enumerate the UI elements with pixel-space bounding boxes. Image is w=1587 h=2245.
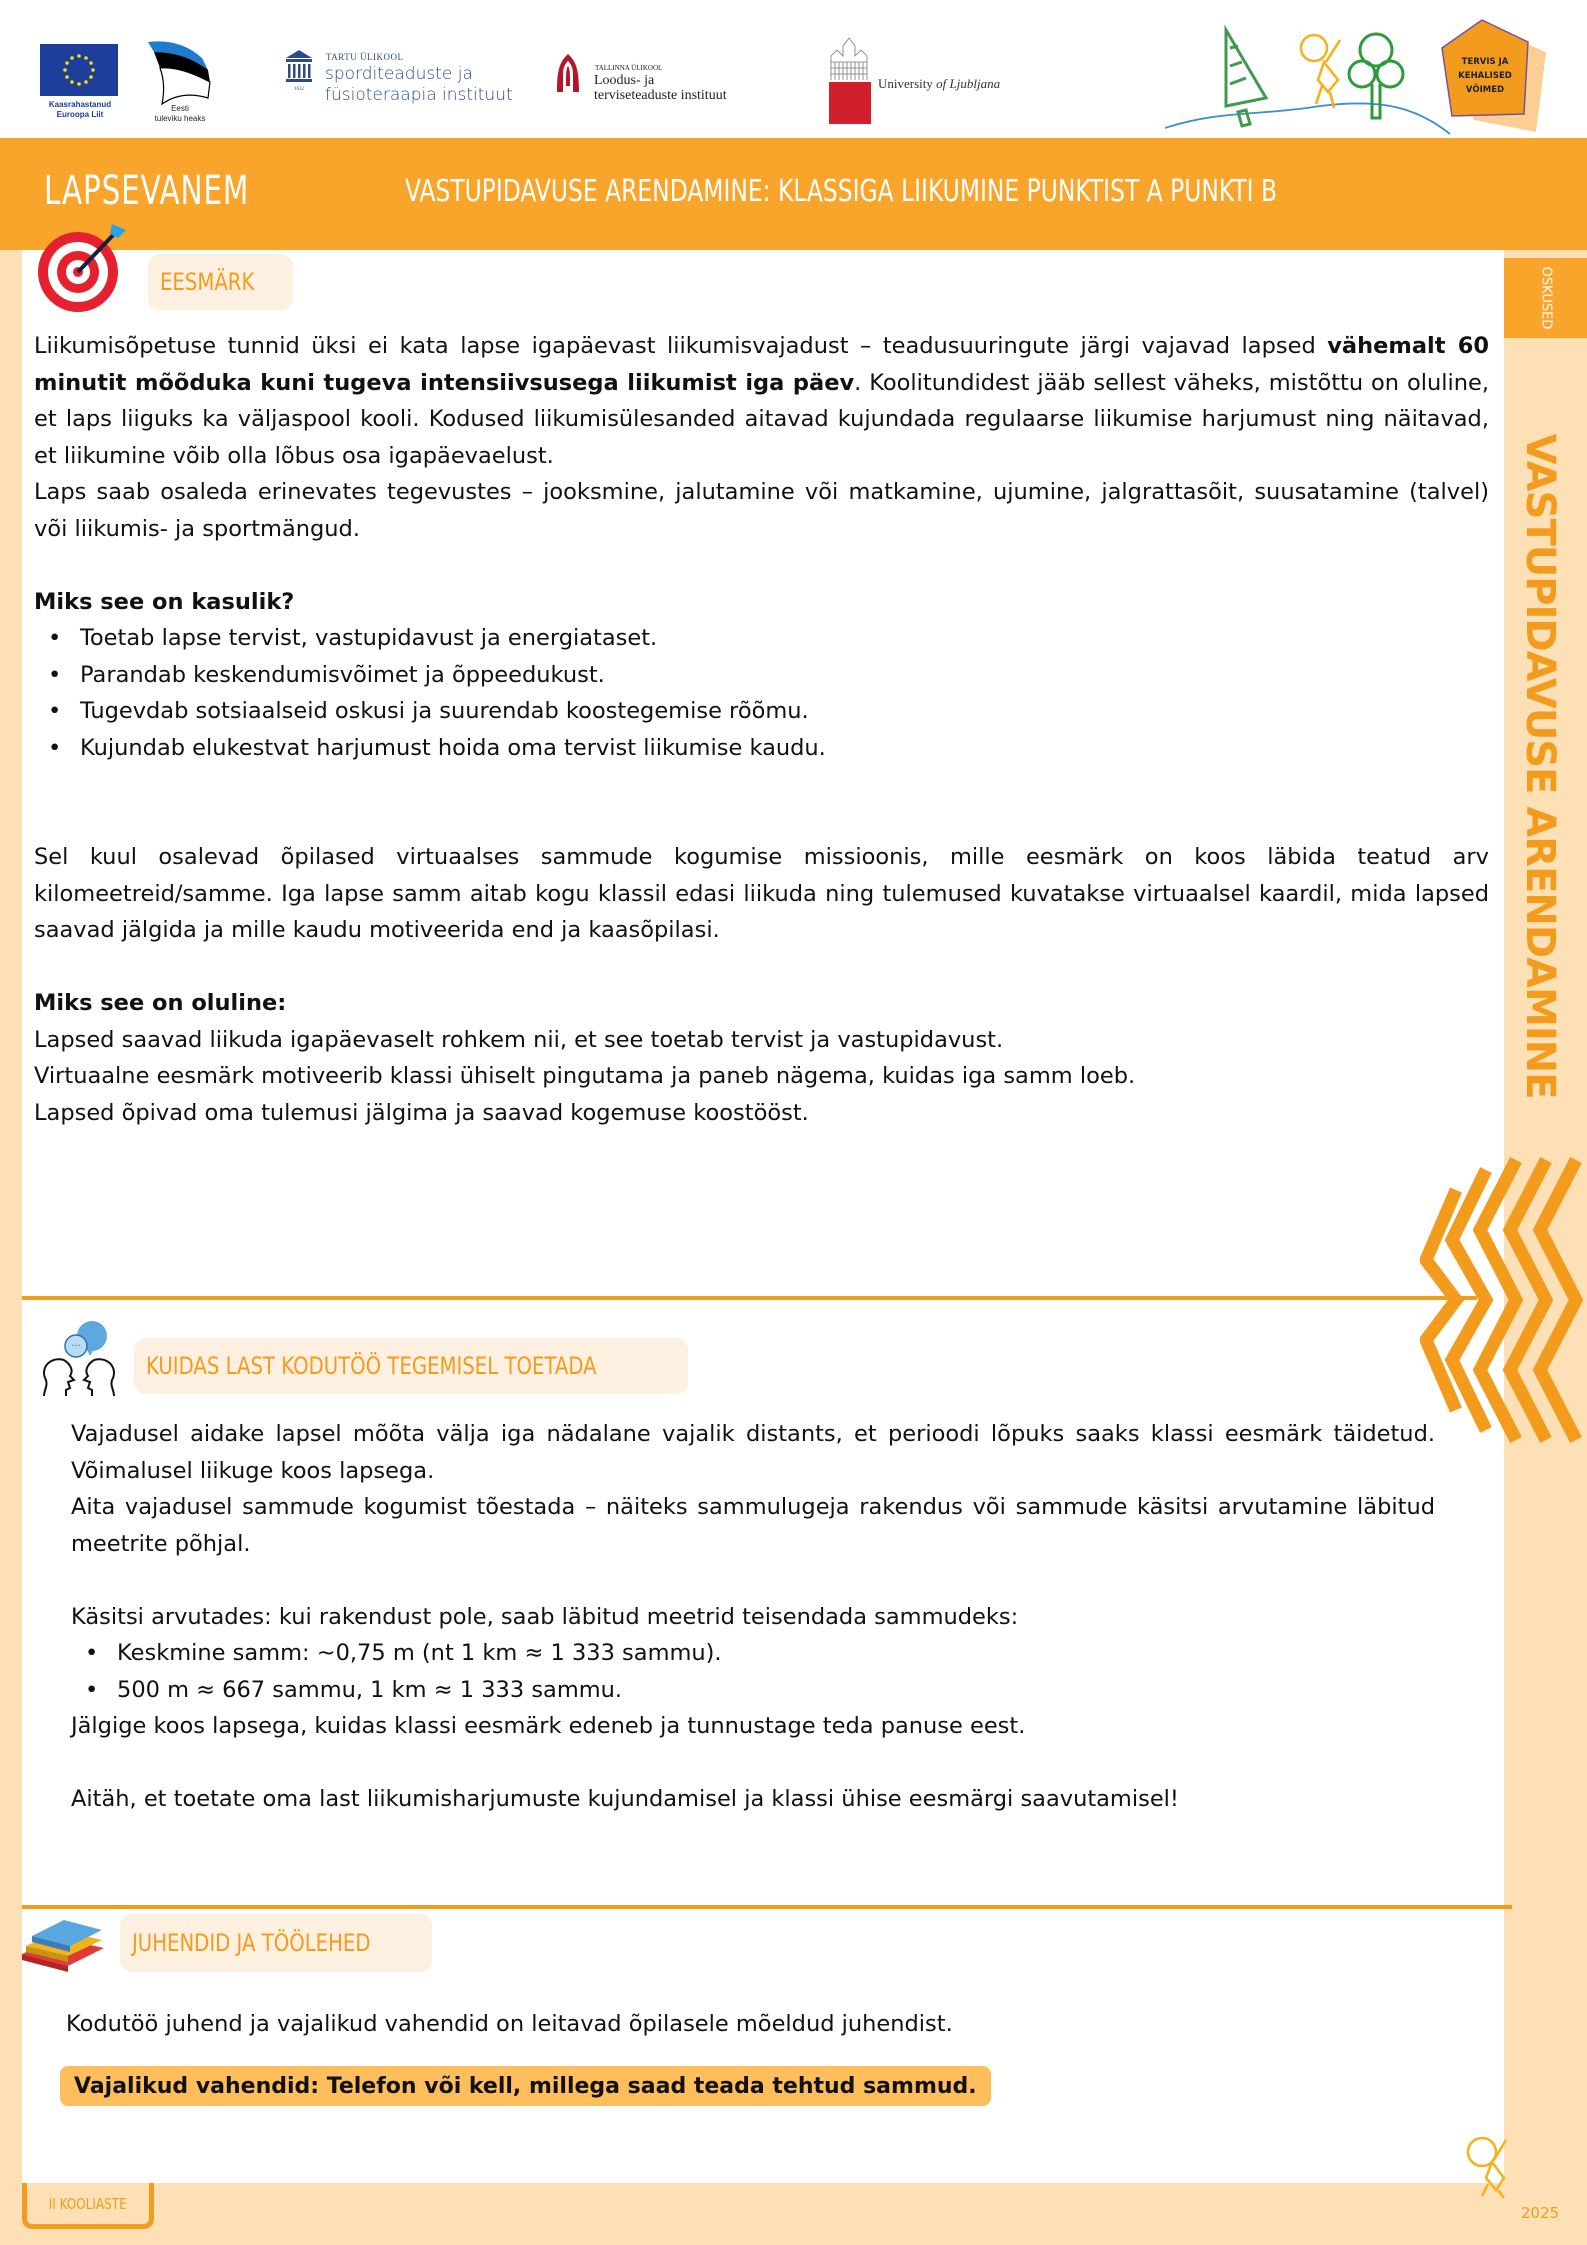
- tartu-institute-name: sporditeaduste ja füsioteraapia instituut: [325, 64, 513, 105]
- section-heading-goal: EESMÄRK: [148, 254, 293, 310]
- title-banner: [0, 138, 1587, 250]
- svg-text:1632: 1632: [294, 87, 304, 92]
- ljubljana-university-icon: [827, 36, 873, 124]
- child-stretching-icon: [1301, 35, 1340, 108]
- goal-section-text: [34, 328, 1489, 1131]
- list-item: • Kujundab elukestvat harjumust hoida oma tervist liikumise kaudu.: [80, 730, 1489, 767]
- health-abilities-badge: [1432, 18, 1554, 138]
- importance-item: Lapsed õpivad oma tulemusi jälgima ja saavad kogemuse koostööst.: [34, 1099, 809, 1126]
- tartu-university-name: TARTU ÜLIKOOL: [326, 52, 404, 62]
- tartu-university-icon: [284, 48, 314, 92]
- eu-caption: Kaasrahastanud Euroopa Liit: [48, 100, 112, 119]
- school-level-tab: II KOOLIASTE: [22, 2183, 154, 2229]
- year-label: 2025: [1521, 2204, 1560, 2222]
- svg-text:TERVIS JA: TERVIS JA: [1461, 57, 1509, 67]
- tree-icon: [1349, 34, 1403, 118]
- materials-text: Kodutöö juhend ja vajalikud vahendid on leitavad õpilasele mõeldud juhendist.: [66, 2011, 953, 2037]
- svg-text:···: ···: [71, 1341, 81, 1352]
- section-heading-materials: JUHENDID JA TÖÖLEHED: [120, 1914, 432, 1972]
- mission-text: Sel kuul osalevad õpilased virtuaalses sammude kogumise missioonis, mille eesmärk on koos läbida teatud arv kilomeetreid/samme. Iga lapse samm aitab kogu klassil edasi liikuda ning tulemused kuvatakse virtuaalsel kaardil, mida lapsed saavad jälgida ja mille kaudu motiveerida end ja kaasõpilasi.: [34, 844, 1489, 943]
- svg-text:VÕIMED: VÕIMED: [1465, 85, 1505, 95]
- list-item: • 500 m ≈ 667 sammu, 1 km ≈ 1 333 sammu.: [117, 1672, 1435, 1709]
- tallinn-university-name: TALLINNA ÜLIKOOL: [595, 64, 663, 72]
- tallinn-university-icon: [555, 52, 581, 94]
- zigzag-decoration: [1420, 1150, 1587, 1450]
- benefits-list: [34, 620, 1489, 766]
- importance-heading: Miks see on oluline:: [34, 990, 287, 1016]
- audience-label: LAPSEVANEM: [44, 168, 250, 214]
- required-tools-highlight: Vajalikud vahendid: Telefon või kell, millega saad teada tehtud sammud.: [60, 2066, 991, 2106]
- eu-flag-logo: [40, 44, 118, 96]
- ljubljana-university-name: University of Ljubljana: [878, 76, 1001, 91]
- child-stretching-icon: [1458, 2128, 1528, 2200]
- books-stack-icon: [18, 1910, 108, 1982]
- manual-intro: Käsitsi arvutades: kui rakendust pole, saab läbitud meetrid teisendada sammudeks:: [71, 1603, 1019, 1630]
- tallinn-institute-name: Loodus- ja terviseteaduste instituut: [594, 73, 727, 103]
- svg-text:KEHALISED: KEHALISED: [1458, 71, 1512, 81]
- goal-intro: Liikumisõpetuse tunnid üksi ei kata lapse igapäevast liikumisvajadust – teadusuuringute järgi vajavad lapsed vähemalt 60 minutit mõõduka kuni tugeva intensiivsusega liikumist iga päev. Koolitundidest jääb sellest väheks, mistõttu on oluline, et laps liiguks ka väljaspool kooli. Kodused liikumisülesanded aitavad kujundada regulaarse liikumise harjumust ning näitavad, et liikumine võib olla lõbus osa igapäevaelust.: [34, 333, 1490, 469]
- list-item: • Parandab keskendumisvõimet ja õppeedukust.: [80, 657, 1489, 694]
- support-p2: Aita vajadusel sammude kogumist tõestada – näiteks sammulugeja rakendus või sammude käsitsi arvutamine läbitud meetrite põhjal.: [71, 1494, 1435, 1557]
- benefits-heading: Miks see on kasulik?: [34, 588, 295, 615]
- list-item: • Toetab lapse tervist, vastupidavust ja energiataset.: [80, 620, 1489, 657]
- section-heading-support: KUIDAS LAST KODUTÖÖ TEGEMISEL TOETADA: [134, 1338, 688, 1394]
- follow-text: Jälgige koos lapsega, kuidas klassi eesmärk edeneb ja tunnustage teda panuse eest.: [71, 1713, 1026, 1739]
- support-p1: Vajadusel aidake lapsel mõõta välja iga nädalane vajalik distants, et perioodi lõpuks saaks klassi eesmärk täidetud. Võimalusel liikuge koos lapsega.: [71, 1421, 1435, 1484]
- conversation-heads-icon: [34, 1318, 124, 1398]
- importance-item: Lapsed saavad liikuda igapäevaselt rohkem nii, et see toetab tervist ja vastupidavust.: [34, 1026, 1004, 1053]
- list-item: • Tugevdab sotsiaalseid oskusi ja suurendab koostegemise rõõmu.: [80, 693, 1489, 730]
- support-section-text: [71, 1416, 1435, 1818]
- importance-item: Virtuaalne eesmärk motiveerib klassi ühiselt pingutama ja paneb nägema, kuidas iga samm loeb.: [34, 1063, 1136, 1089]
- manual-list: [71, 1635, 1435, 1708]
- section-divider: [22, 1296, 1477, 1300]
- section-divider: [22, 1905, 1512, 1909]
- list-item: • Keskmine samm: ~0,75 m (nt 1 km ≈ 1 333 sammu).: [117, 1635, 1435, 1672]
- page-title: VASTUPIDAVUSE ARENDAMINE: KLASSIGA LIIKUMINE PUNKTIST A PUNKTI B: [405, 174, 1278, 209]
- sidebar-title: VASTUPIDAVUSE ARENDAMINE: [1517, 433, 1563, 1099]
- pine-tree-icon: [1226, 30, 1266, 126]
- logo-strip: [0, 0, 1587, 138]
- sidebar-tab: OSKUSED: [1504, 258, 1587, 338]
- estonia-caption: Eesti tuleviku heaks: [154, 104, 206, 123]
- goal-activities: Laps saab osaleda erinevates tegevustes – jooksmine, jalutamine või matkamine, ujumine, jalgrattasõit, suusatamine (talvel) või liikumis- ja sportmängud.: [34, 479, 1489, 542]
- frame-bottom: [0, 2183, 1587, 2245]
- thanks-text: Aitäh, et toetate oma last liikumisharjumuste kujundamisel ja klassi ühise eesmärgi saavutamisel!: [71, 1786, 1179, 1812]
- target-icon: [36, 218, 126, 312]
